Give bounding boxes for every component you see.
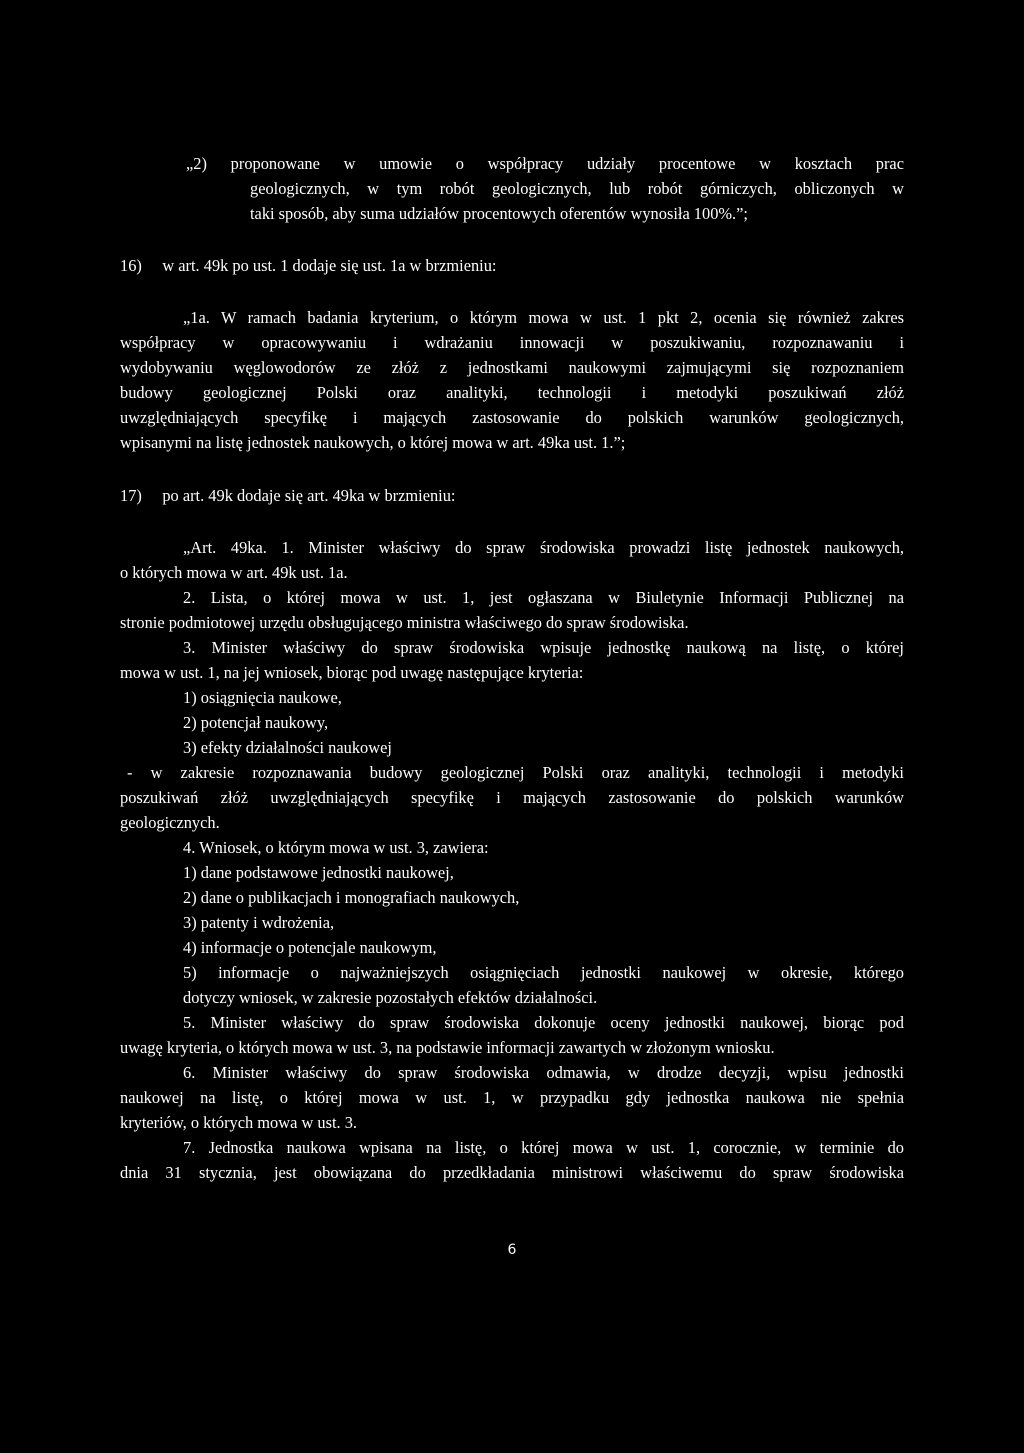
page-number: 6 [507, 1242, 517, 1258]
text-line: uwzględniających specyfikę i mających zastosowanie do polskich warunków geologicznych, [120, 410, 904, 427]
criteria-item: 1) osiągnięcia naukowe, [183, 688, 342, 707]
text-line: 5. Minister właściwy do spraw środowiska dokonuje oceny jednostki naukowej, biorąc pod [183, 1015, 904, 1032]
text-line: taki sposób, aby suma udziałów procentowych oferentów wynosiła 100%.”; [250, 204, 748, 223]
list-item-17: 17) po art. 49k dodaje się art. 49ka w brzmieniu: [120, 486, 456, 505]
application-item: 2) dane o publikacjach i monografiach naukowych, [183, 888, 520, 907]
text-line: wydobywaniu węglowodorów ze złóż z jednostkami naukowymi zajmującymi się rozpoznaniem [120, 360, 904, 377]
text-line: 3. Minister właściwy do spraw środowiska wpisuje jednostkę naukową na listę, o której [183, 640, 904, 657]
criteria-item: 3) efekty działalności naukowej [183, 738, 392, 757]
text-line: mowa w ust. 1, na jej wniosek, biorąc pod uwagę następujące kryteria: [120, 663, 584, 682]
text-line: - w zakresie rozpoznawania budowy geologicznej Polski oraz analityki, technologii i metodyki [127, 765, 904, 782]
application-item: 4) informacje o potencjale naukowym, [183, 938, 437, 957]
text-line: geologicznych, w tym robót geologicznych, lub robót górniczych, obliczonych w [250, 181, 904, 198]
text-line: stronie podmiotowej urzędu obsługującego ministra właściwego do spraw środowiska. [120, 613, 689, 632]
text-line: 4. Wniosek, o którym mowa w ust. 3, zawiera: [183, 838, 489, 857]
criteria-item: 2) potencjał naukowy, [183, 713, 329, 732]
text-line: 2. Lista, o której mowa w ust. 1, jest ogłaszana w Biuletynie Informacji Publicznej na [183, 590, 904, 607]
text-line: współpracy w opracowywaniu i wdrażaniu innowacji w poszukiwaniu, rozpoznawaniu i [120, 335, 904, 352]
text-line: „2) proponowane w umowie o współpracy udziały procentowe w kosztach prac [186, 156, 904, 173]
application-item: 1) dane podstawowe jednostki naukowej, [183, 863, 454, 882]
text-line: 6. Minister właściwy do spraw środowiska odmawia, w drodze decyzji, wpisu jednostki [183, 1065, 904, 1082]
list-item-16: 16) w art. 49k po ust. 1 dodaje się ust. 1a w brzmieniu: [120, 256, 497, 275]
text-line: o których mowa w art. 49k ust. 1a. [120, 563, 348, 582]
text-line: „Art. 49ka. 1. Minister właściwy do spraw środowiska prowadzi listę jednostek naukowych, [183, 540, 904, 557]
text-line: geologicznych. [120, 813, 220, 832]
text-line: uwagę kryteria, o których mowa w ust. 3, na podstawie informacji zawartych w złożonym wniosku. [120, 1038, 775, 1057]
application-item: 3) patenty i wdrożenia, [183, 913, 335, 932]
text-line: kryteriów, o których mowa w ust. 3. [120, 1113, 358, 1132]
text-line: naukowej na listę, o której mowa w ust. 1, w przypadku gdy jednostka naukowa nie spełnia [120, 1090, 904, 1107]
text-line: dnia 31 stycznia, jest obowiązana do przedkładania ministrowi właściwemu do spraw środowiska [120, 1165, 904, 1182]
text-line: dotyczy wniosek, w zakresie pozostałych efektów działalności. [183, 988, 598, 1007]
text-line: 7. Jednostka naukowa wpisana na listę, o której mowa w ust. 1, corocznie, w terminie do [183, 1140, 904, 1157]
text-line: budowy geologicznej Polski oraz analityki, technologii i metodyki poszukiwań złóż [120, 385, 904, 402]
application-item: 5) informacje o najważniejszych osiągnięciach jednostki naukowej w okresie, którego [183, 965, 904, 982]
text-line: poszukiwań złóż uwzględniających specyfikę i mających zastosowanie do polskich warunków [120, 790, 904, 807]
text-line: wpisanymi na listę jednostek naukowych, o której mowa w art. 49ka ust. 1.”; [120, 433, 626, 452]
text-line: „1a. W ramach badania kryterium, o którym mowa w ust. 1 pkt 2, ocenia się również zakres [183, 310, 904, 327]
